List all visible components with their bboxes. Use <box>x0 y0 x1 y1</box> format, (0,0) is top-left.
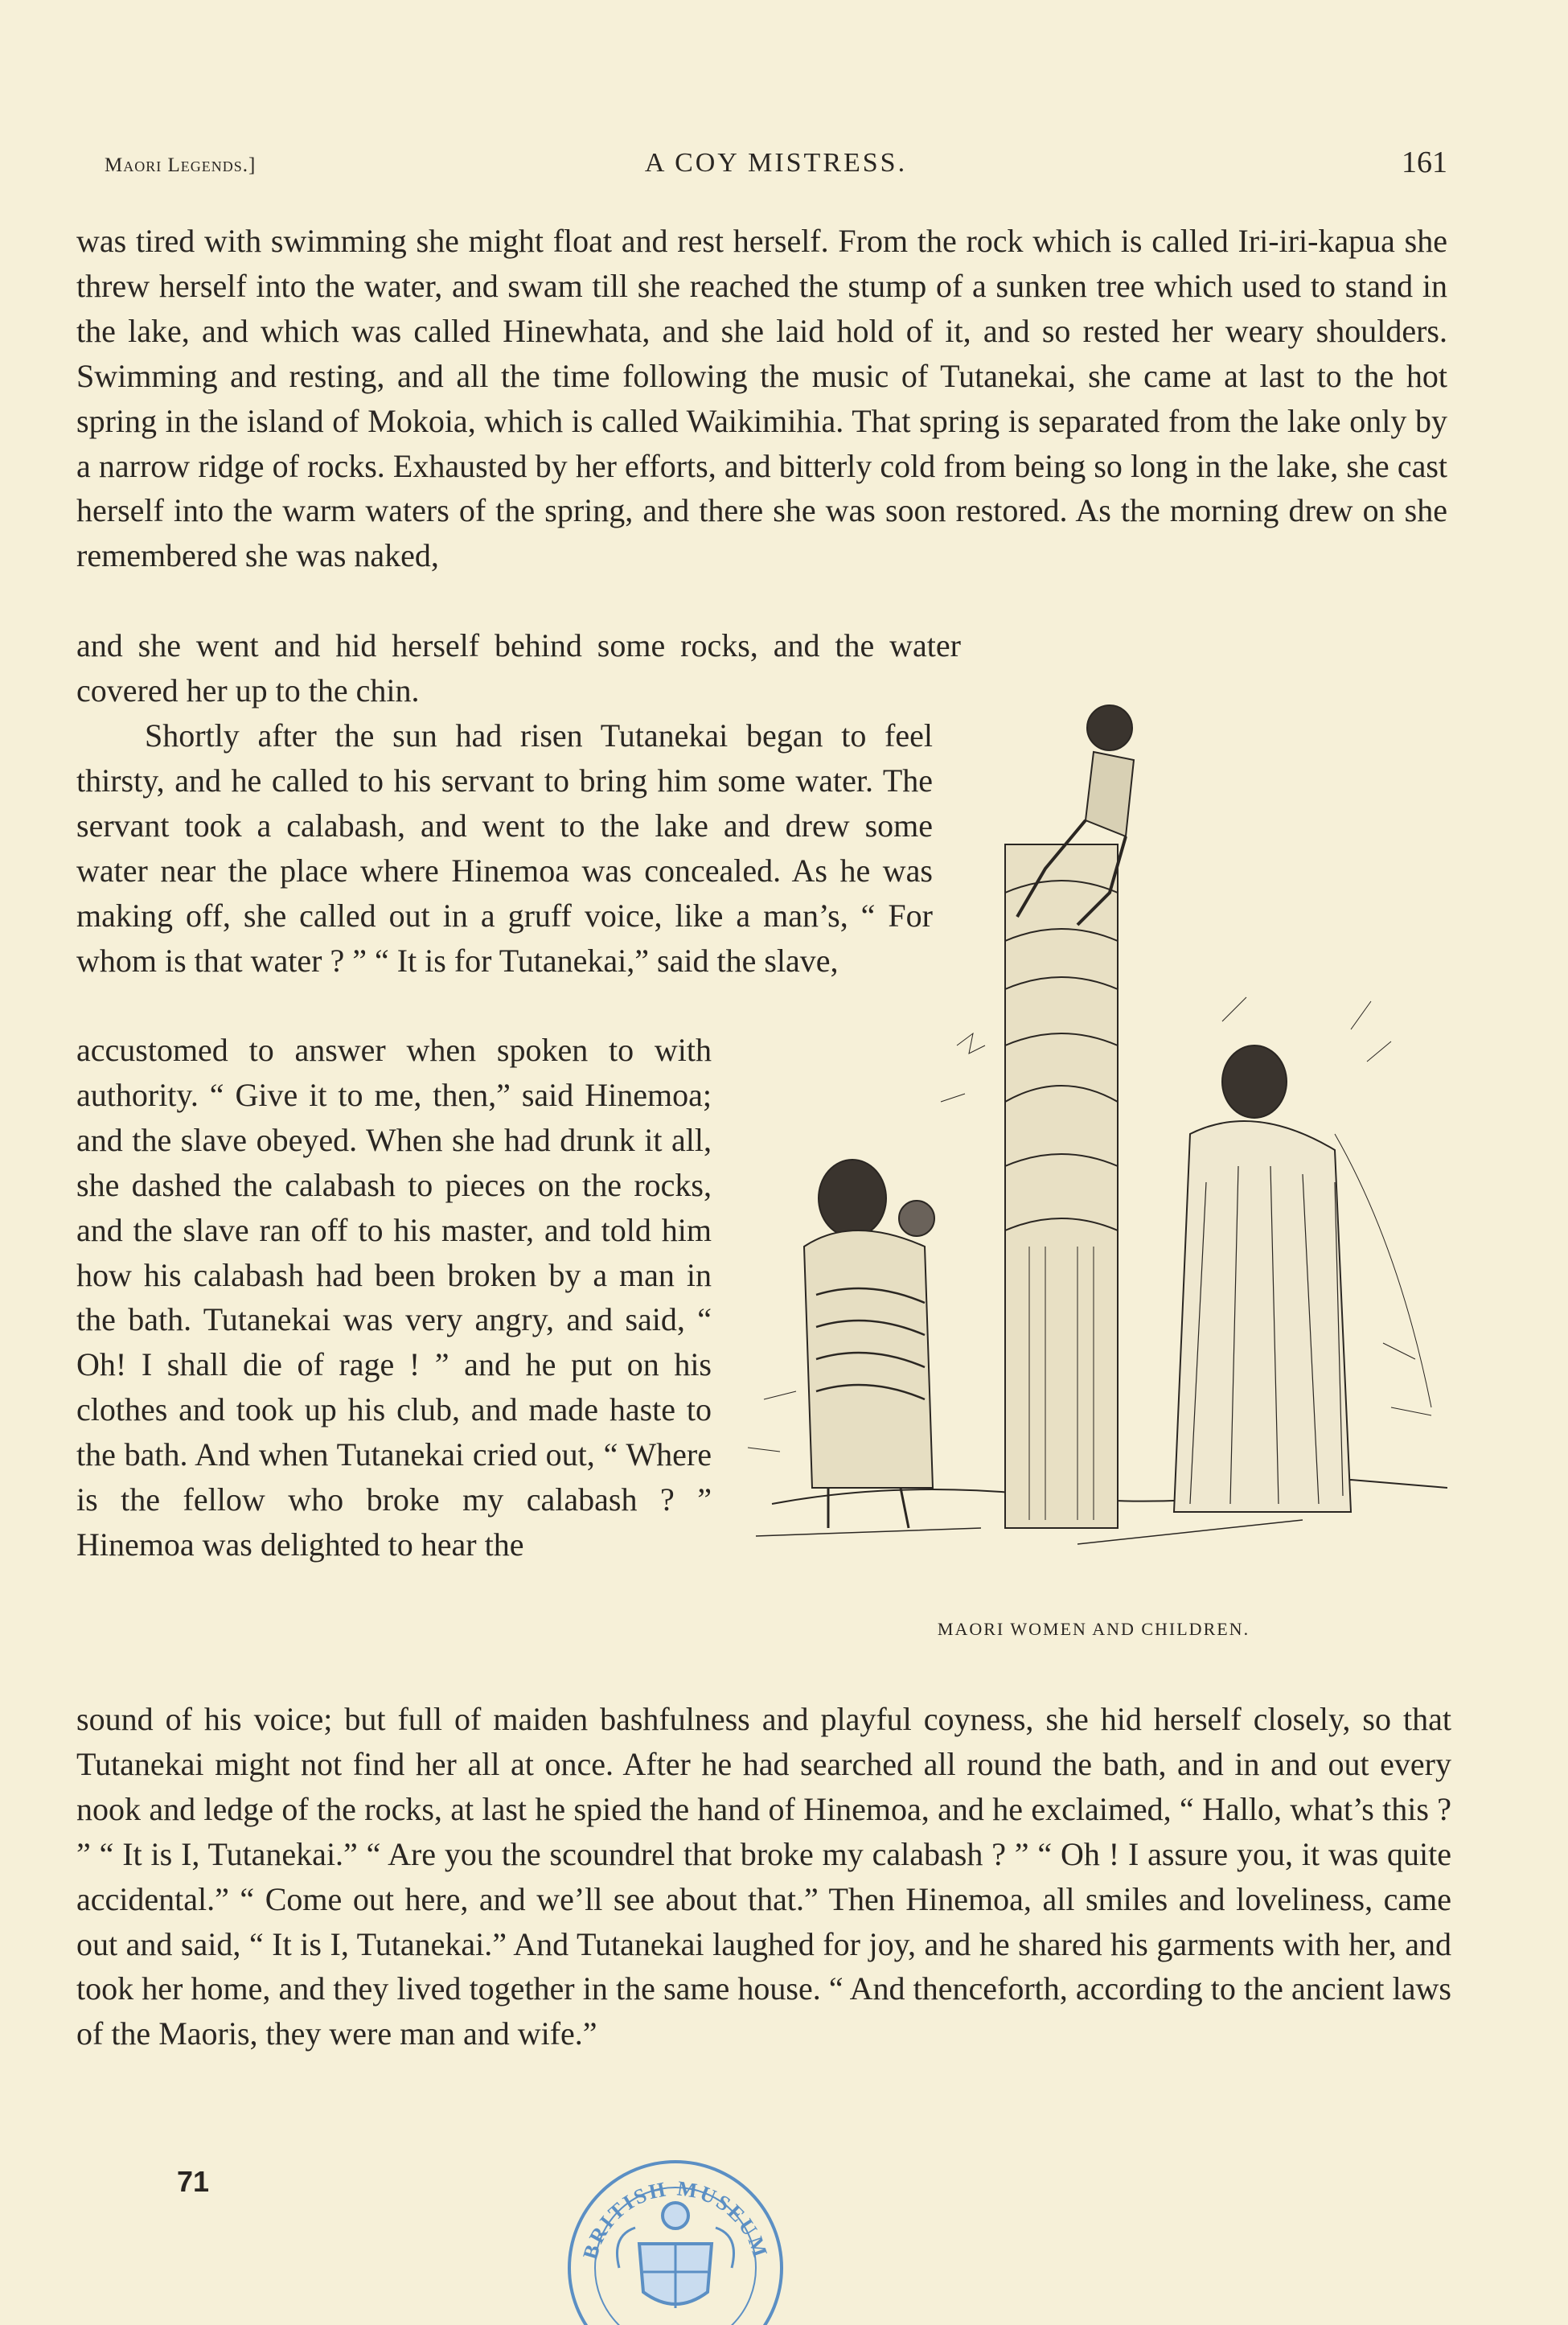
signature-mark: 71 <box>177 2165 210 2198</box>
book-title: Maori Legends.] <box>105 154 257 176</box>
figure-caption: MAORI WOMEN AND CHILDREN. <box>937 1619 1250 1639</box>
british-museum-stamp <box>563 2155 788 2325</box>
paragraph-1: was tired with swimming she might float and rest herself. From the rock which is called Iri-iri-kapua she threw herself into the water, and swam till she reached the stump of a sunken tree which used to stand in the lake, and which was called Hinewhata, and she laid hold of it, and so rested her weary shoulders. Swimming and resting, and all the time following the music of Tutanekai, she came at last to the hot spring in the island of Mokoia, which is called Waikimihia. That spring is separated from the lake only by a narrow ridge of rocks. Exhausted by her efforts, and bitterly cold from being so long in the lake, she cast herself into the warm waters of the spring, and there she was soon restored. As the morning drew on she remembered she was naked, <box>76 223 1447 574</box>
paragraph-3: Shortly after the sun had risen Tutanekai began to feel thirsty, and he called to his servant to bring him some water. The servant took a calabash, and went to the lake and drew some water near the place where Hinemoa was concealed. As he was making off, she called out in a gruff voice, like a man’s, “ For whom is that water ? ” “ It is for Tutanekai,” said the slave, <box>76 717 933 979</box>
engraving-illustration <box>740 684 1447 1608</box>
page-number: 161 <box>1402 146 1447 179</box>
running-head <box>105 145 1447 185</box>
stamp-text: BRITISH MUSEUM <box>578 2176 773 2262</box>
chapter-title: A COY MISTRESS. <box>644 148 908 178</box>
paragraph-2: and she went and hid herself behind some rocks, and the water covered her up to the chin. <box>76 627 961 709</box>
paragraph-5: sound of his voice; but full of maiden bashfulness and playful coyness, she hid herself closely, so that Tutanekai might not find her all at once. After he had searched all round the bath, and in and out every nook and ledge of the rocks, at last he spied the hand of Hinemoa, and he exclaimed, “ Hallo, what’s this ? ” “ It is I, Tutanekai.” “ Are you the scoundrel that broke my calabash ? ” “ Oh ! I assure you, it was quite accidental.” “ Come out here, and we’ll see about that.” Then Hinemoa, all smiles and loveliness, came out and said, “ It is I, Tutanekai.” And Tutanekai laughed for joy, and he shared his garments with her, and took her home, and they lived together in the same house. “ And thenceforth, according to the ancient laws of the Maoris, they were man and wife.” <box>76 1701 1451 2052</box>
illustration-maori-women-children <box>740 684 1447 1608</box>
paragraph-4: accustomed to answer when spoken to with authority. “ Give it to me, then,” said Hinemoa; and the slave obeyed. When she had drunk it all, she dashed the calabash to pieces on the rocks, and the slave ran off to his master, and told him how his calabash had been broken by a man in the bath. Tutanekai was very angry, and said, “ Oh! I shall die of rage ! ” and he put on his clothes and took up his club, and made haste to the bath. And when Tutanekai cried out, “ Where is the fellow who broke my calabash ? ” Hinemoa was delighted to hear the <box>76 1032 712 1563</box>
